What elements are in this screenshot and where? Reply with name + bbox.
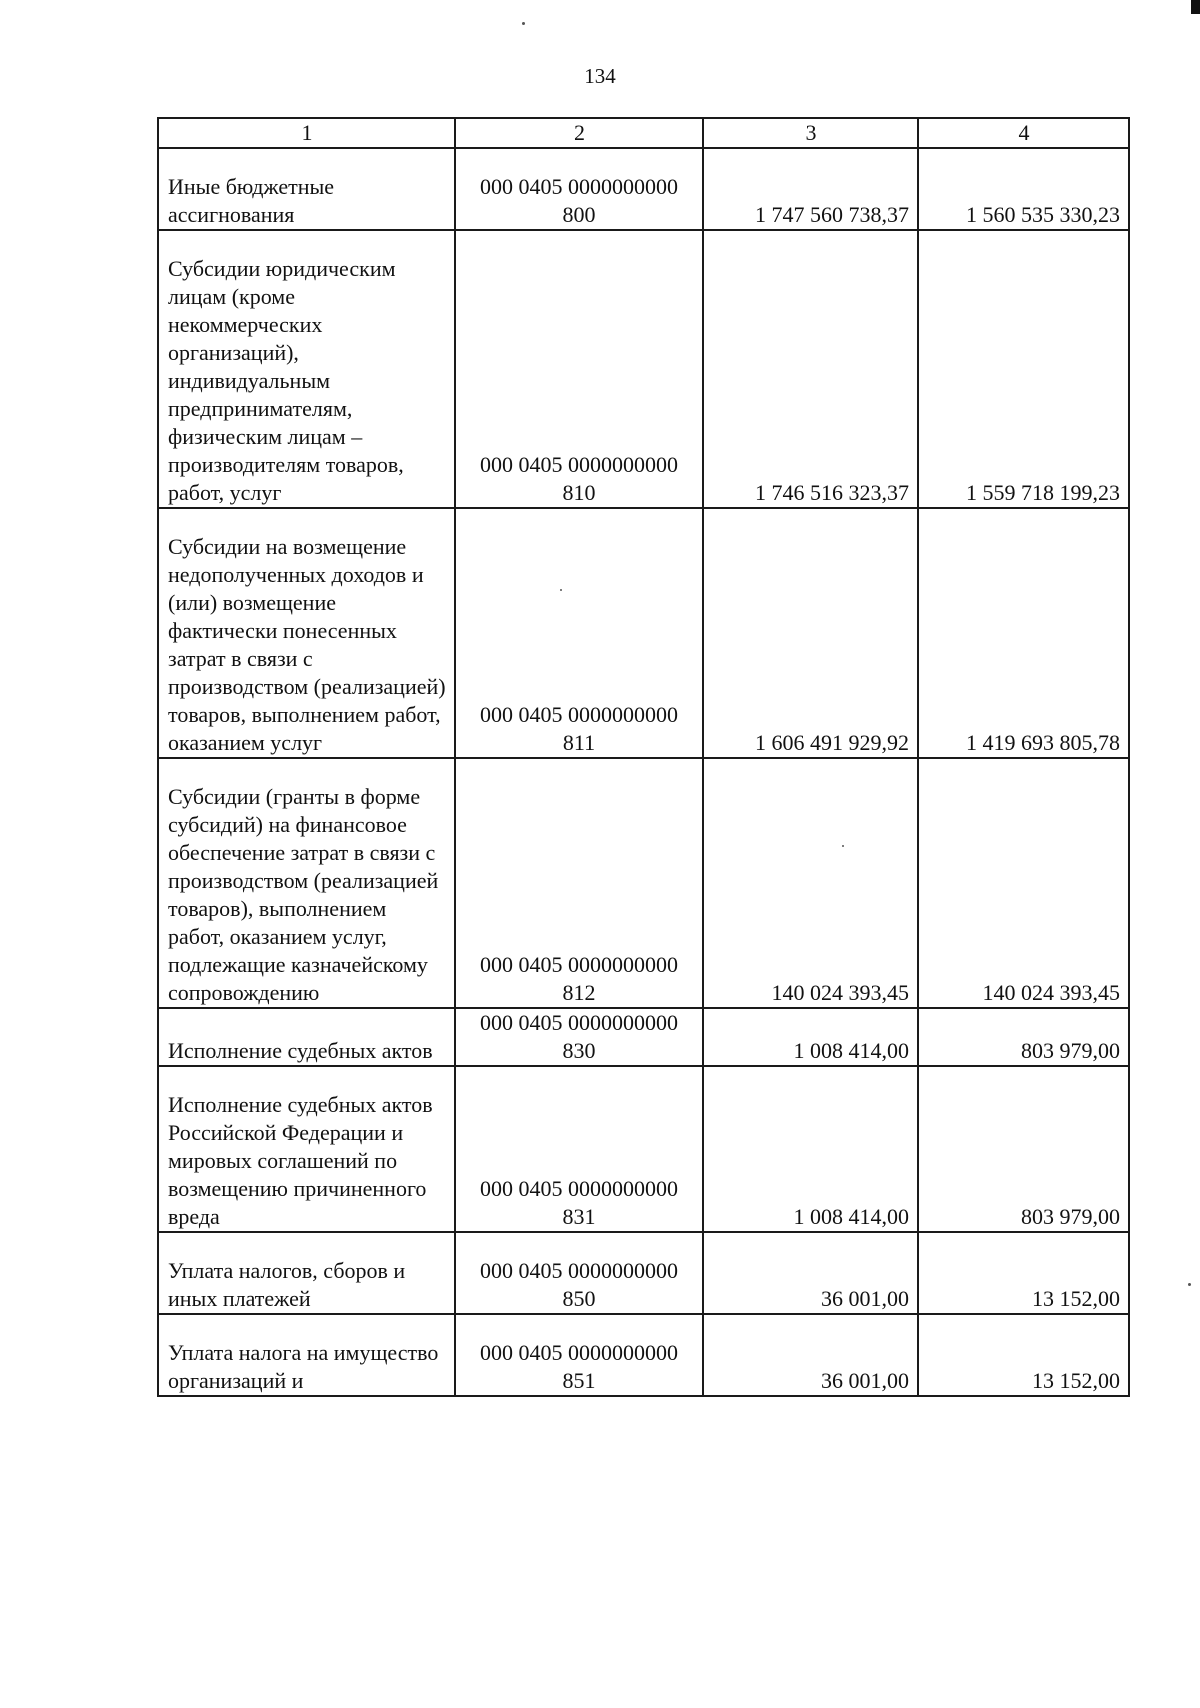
scan-speck: [842, 845, 844, 847]
row-col3-value: 140 024 393,45: [703, 758, 918, 1008]
header-cell: 4: [918, 118, 1129, 148]
row-col3-value: 1 008 414,00: [703, 1008, 918, 1066]
row-code: [455, 508, 703, 758]
row-col4-value: 1 559 718 199,23: [918, 230, 1129, 508]
budget-table: [157, 117, 1130, 1397]
row-col4-value: 803 979,00: [918, 1066, 1129, 1232]
code-line-1: 000 0405 0000000000: [480, 1340, 678, 1365]
row-col4-value: 1 560 535 330,23: [918, 148, 1129, 230]
row-name: Иные бюджетные ассигнования: [158, 148, 455, 230]
row-code: [455, 230, 703, 508]
code-line-1: 000 0405 0000000000: [480, 702, 678, 727]
row-code: [455, 1232, 703, 1314]
row-code: [455, 758, 703, 1008]
row-col3-value: 1 606 491 929,92: [703, 508, 918, 758]
row-name: Уплата налогов, сборов и иных платежей: [158, 1232, 455, 1314]
header-cell: 1: [158, 118, 455, 148]
row-code: [455, 148, 703, 230]
table-row: [158, 1232, 1129, 1314]
code-line-2: 851: [562, 1368, 596, 1393]
table-row: [158, 508, 1129, 758]
row-col3-value: 1 008 414,00: [703, 1066, 918, 1232]
code-line-1: 000 0405 0000000000: [480, 1010, 678, 1035]
code-line-2: 831: [562, 1204, 596, 1229]
code-line-2: 850: [562, 1286, 596, 1311]
row-col4-value: 13 152,00: [918, 1314, 1129, 1396]
row-name: Субсидии юридическим лицам (кроме некоммерческих организаций), индивидуальным предпринимателям, физическим лицам – производителям товаров, работ, услуг: [158, 230, 455, 508]
row-name: Субсидии (гранты в форме субсидий) на финансовое обеспечение затрат в связи с производством (реализацией товаров), выполнением работ, оказанием услуг, подлежащие казначейскому сопровождению: [158, 758, 455, 1008]
table-row: [158, 1066, 1129, 1232]
header-cell: 3: [703, 118, 918, 148]
code-line-1: 000 0405 0000000000: [480, 452, 678, 477]
code-line-2: 810: [562, 480, 596, 505]
row-name: Исполнение судебных актов: [158, 1008, 455, 1066]
code-line-1: 000 0405 0000000000: [480, 1176, 678, 1201]
table-row: [158, 148, 1129, 230]
row-col3-value: 1 746 516 323,37: [703, 230, 918, 508]
row-col3-value: 36 001,00: [703, 1232, 918, 1314]
row-col4-value: 803 979,00: [918, 1008, 1129, 1066]
code-line-1: 000 0405 0000000000: [480, 1258, 678, 1283]
scan-speck: [560, 589, 562, 591]
header-row: [158, 118, 1129, 148]
row-code: [455, 1066, 703, 1232]
table-row: [158, 1008, 1129, 1066]
row-col3-value: 1 747 560 738,37: [703, 148, 918, 230]
page-edge-mark: [1191, 0, 1200, 14]
scan-speck: [1188, 1283, 1191, 1286]
code-line-2: 811: [562, 730, 596, 755]
table-row: [158, 230, 1129, 508]
code-line-2: 800: [562, 202, 596, 227]
code-line-2: 812: [562, 980, 596, 1005]
page-number: 134: [584, 64, 616, 88]
row-col4-value: 140 024 393,45: [918, 758, 1129, 1008]
row-col4-value: 13 152,00: [918, 1232, 1129, 1314]
row-name: Уплата налога на имущество организаций и: [158, 1314, 455, 1396]
row-col3-value: 36 001,00: [703, 1314, 918, 1396]
row-name: Субсидии на возмещение недополученных доходов и (или) возмещение фактически понесенных затрат в связи с производством (реализацией) товаров, выполнением работ, оказанием услуг: [158, 508, 455, 758]
code-line-1: 000 0405 0000000000: [480, 952, 678, 977]
table-row: [158, 758, 1129, 1008]
row-col4-value: 1 419 693 805,78: [918, 508, 1129, 758]
code-line-2: 830: [562, 1038, 596, 1063]
table-row: [158, 1314, 1129, 1396]
row-name: Исполнение судебных актов Российской Федерации и мировых соглашений по возмещению причиненного вреда: [158, 1066, 455, 1232]
header-cell: 2: [455, 118, 703, 148]
row-code: [455, 1314, 703, 1396]
row-code: [455, 1008, 703, 1066]
scan-speck: [522, 22, 525, 25]
code-line-1: 000 0405 0000000000: [480, 174, 678, 199]
